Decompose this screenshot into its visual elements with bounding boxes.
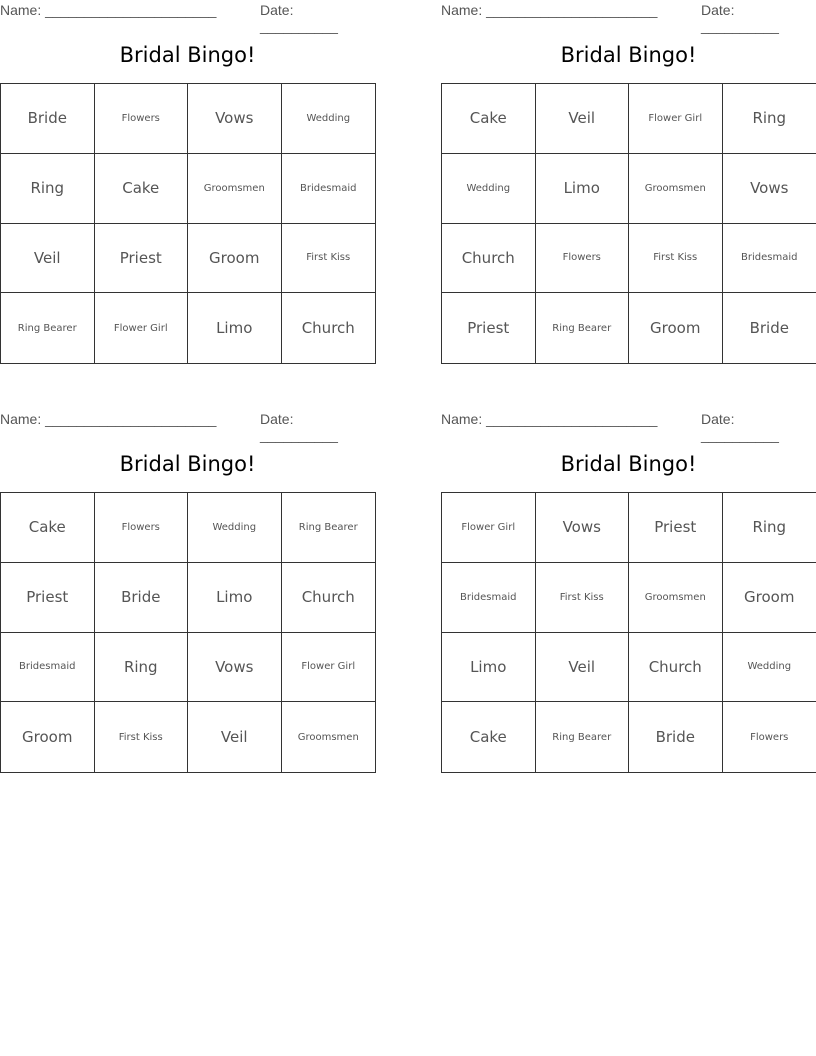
bingo-cell: Church (442, 224, 536, 294)
bingo-cell: Flowers (95, 84, 189, 154)
bingo-cell: Priest (95, 224, 189, 294)
bingo-cell: Church (629, 633, 723, 703)
bingo-cell: Veil (188, 702, 282, 772)
card-title: Bridal Bingo! (560, 43, 697, 67)
bingo-cell: Cake (95, 154, 189, 224)
bingo-cell: Groomsmen (188, 154, 282, 224)
bingo-cell: Vows (536, 493, 630, 563)
bingo-cell: Bride (1, 84, 95, 154)
bingo-cell: Ring (1, 154, 95, 224)
name-field-label: Name: ______________________ (441, 411, 658, 427)
bingo-cell: Ring Bearer (1, 293, 95, 363)
bingo-cell: Flowers (750, 731, 789, 743)
bingo-cell: Flower Girl (282, 633, 376, 703)
bingo-cell: Groom (188, 224, 282, 294)
date-field-label: Date: __________ (701, 411, 779, 443)
name-field-label: Name: ______________________ (0, 2, 217, 18)
bingo-cell: Ring (95, 633, 189, 703)
bingo-cell: Limo (188, 293, 282, 363)
bingo-cell: Bridesmaid (282, 154, 376, 224)
bingo-cell: Priest (629, 493, 723, 563)
card-title: Bridal Bingo! (119, 43, 256, 67)
bingo-cell: Cake (442, 702, 536, 772)
name-date-line (441, 0, 816, 34)
bingo-cell: Bride (629, 702, 723, 772)
bingo-grid (0, 492, 376, 773)
bingo-cell: Ring Bearer (536, 293, 630, 363)
date-field-label: Date: __________ (260, 411, 338, 443)
bingo-cell: Wedding (188, 493, 282, 563)
bingo-cell: Ring Bearer (536, 702, 630, 772)
bingo-grid (0, 83, 376, 364)
bingo-cell: Flower Girl (629, 84, 723, 154)
bingo-cell: First Kiss (629, 224, 723, 294)
card-title: Bridal Bingo! (560, 452, 697, 476)
bingo-cell: Flower Girl (442, 493, 536, 563)
card-title: Bridal Bingo! (119, 452, 256, 476)
bingo-cell: Flower Girl (95, 293, 189, 363)
bingo-cell: Bride (749, 319, 789, 338)
bingo-grid (441, 83, 816, 364)
bingo-cell: Limo (442, 633, 536, 703)
bingo-cell: Bridesmaid (442, 563, 536, 633)
name-date-line (441, 409, 816, 443)
bingo-cell: Veil (1, 224, 95, 294)
date-field-label: Date: __________ (260, 2, 338, 34)
bingo-cell: Ring Bearer (282, 493, 376, 563)
bingo-cell: Ring (723, 493, 816, 563)
bingo-cell: Priest (442, 293, 536, 363)
bingo-cell: Groom (1, 702, 95, 772)
bingo-cell: Church (282, 563, 376, 633)
bingo-cell: Limo (536, 154, 630, 224)
bingo-cell: Groomsmen (629, 563, 723, 633)
name-date-line (0, 409, 375, 443)
bingo-cell: Groomsmen (297, 731, 359, 743)
bingo-cell: First Kiss (536, 563, 630, 633)
bingo-cell: Groom (723, 563, 816, 633)
bingo-cell: Veil (536, 633, 630, 703)
name-field-label: Name: ______________________ (441, 2, 658, 18)
bingo-cell: Bridesmaid (723, 224, 816, 294)
bingo-cell: Vows (188, 84, 282, 154)
bingo-cell: Vows (723, 154, 816, 224)
date-field-label: Date: __________ (701, 2, 779, 34)
bingo-cell: First Kiss (95, 702, 189, 772)
bingo-cell: Church (301, 319, 355, 338)
bingo-cell: First Kiss (282, 224, 376, 294)
bingo-cell: Groomsmen (629, 154, 723, 224)
bingo-cell: Ring (723, 84, 816, 154)
bingo-cell: Flowers (95, 493, 189, 563)
bingo-cell: Cake (1, 493, 95, 563)
bingo-cell: Groom (629, 293, 723, 363)
name-date-line (0, 0, 375, 34)
bingo-cell: Bride (95, 563, 189, 633)
bingo-cell: Veil (536, 84, 630, 154)
name-field-label: Name: ______________________ (0, 411, 217, 427)
bingo-card-2 (441, 0, 816, 363)
bingo-card-3 (0, 409, 375, 772)
bingo-cell: Cake (442, 84, 536, 154)
bingo-cell: Vows (188, 633, 282, 703)
bingo-cell: Bridesmaid (1, 633, 95, 703)
bingo-cell: Priest (1, 563, 95, 633)
bingo-grid (441, 492, 816, 773)
bingo-card-4 (441, 409, 816, 772)
bingo-cell: Wedding (282, 84, 376, 154)
bingo-card-1 (0, 0, 375, 363)
bingo-cell: Flowers (536, 224, 630, 294)
bingo-cell: Wedding (442, 154, 536, 224)
bingo-cell: Limo (188, 563, 282, 633)
bingo-cell: Wedding (723, 633, 816, 703)
